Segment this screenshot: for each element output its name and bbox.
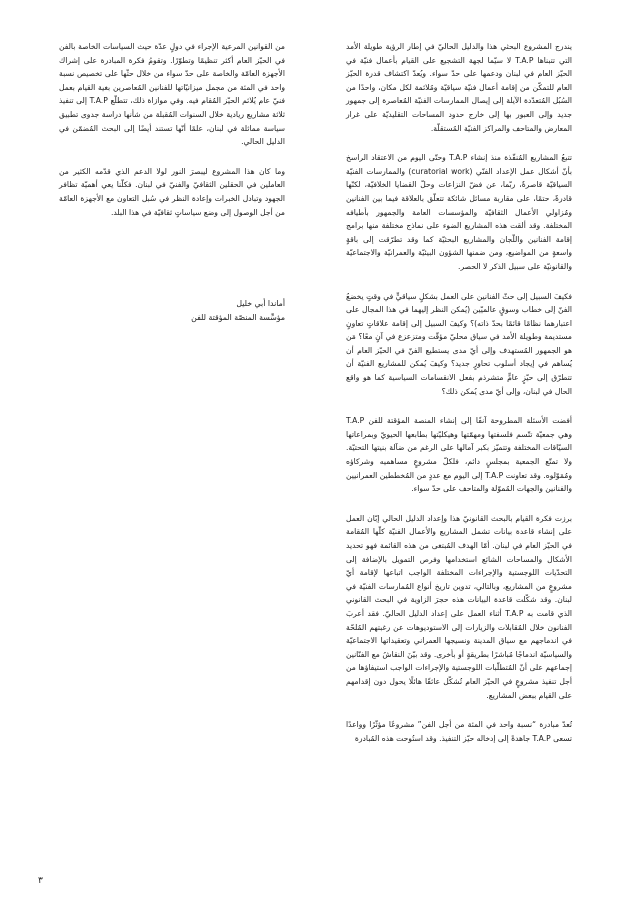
paragraph: من القوانين المرعية الإجراء في دولٍ عدّة حيث السياسات الخاصة بالفن في الحيّز العام أكثر تنظيمًا وتطوّرًا. وتقومُ فكرة المبادرة على إشراك الأجهزة العامّة والخاصة على حدّ سواء من خلال حثّها على تخصيص نسبة واحد في المئة من مجمل ميزانيّاتها للفنانين المُعاصرين بغية القيام بعمل فنيّ عام يُلائم الحيّز المُقام فيه. وفي موازاة ذلك، تتطلّع T.A.P إلى تنفيذ ثلاثة مشاريع ريادية خلال السنوات المُقبلة من شأنها دراسة جدوى تطبيق سياسة مماثلة في لبنان، علمًا أنّها تستند أيضًا إلى البحث المُضمّن في الدليل الحالي.	[59, 42, 285, 147]
signature-block	[59, 297, 285, 325]
paragraph: وما كان هذا المشروع ليبصرَ النور لولا الدعم الذي قدّمه الكثير من العاملين في الحقلين الثقافيّ والفنيّ في لبنان. فكلّنا يعي أهميّة تظافر الجهود وتبادل الخبرات وإعادة النظر في سُبل التعاون مع الأجهزة العامّة من أجل الوصول إلى وضع سياساتٍ ثقافيّة في هذا البلد.	[59, 166, 285, 217]
paragraph: تُعدّ مبادرة “نسبة واحد في المئة من أجل الفن” مشروعًا مؤثّرًا وواعدًا تسعى T.A.P جاهدةً إلى إدخاله حيّز التنفيذ. وقد استُوحت هذه المُبادرة	[346, 720, 572, 743]
right-text-column	[346, 40, 572, 761]
signature-organization: مؤسِّسة المنصّة المؤقتة للفن	[191, 313, 285, 322]
left-text-column	[59, 40, 285, 235]
paragraph: فكيفَ السبيل إلى حثّ الفنانين على العمل بشكلٍ سياقيٍّ في وقتٍ يخضعُ الفنّ إلى خطاب وسوقٍ عالميّين (يُمكن النظر إليهما في هذا المجال على اعتبارهما نظامًا قائمًا بحدّ ذاته)؟ وكيفَ السبيل إلى إقامة علاقاتٍ تعاونٍ مستديمة وطويلة الأمد في سياق محليّ مؤقّت ومتزعزع في آنٍ معًا؟ مَن هو الجمهور المُستهدف وإلى أيّ مدى يستطيع الفنّ في الحيّز العام أن يُساهم في إيجاد أسلوب تحاورٍ جديد؟ وكيفَ يُمكن للمشاريع الفنيّة أن تتطرّق إلى حيّزٍ عامٍّ متشرذم بفعل الانقسامات السياسية كما هو واقع الحال في لبنان، وإلى أيّ مدى يُمكن ذلك؟	[346, 291, 572, 396]
paragraph: تتبعُ المشاريع المُنفّذة منذ إنشاء T.A.P وحتّى اليوم من الاعتقاد الراسخ بأنّ أشكال عمل الإعداد الفنّي (curatorial work) والممارسات الفنيّة السياقيّة قاصرةٌ، ربّما، عن فضّ النزاعات وحلّ القضايا الخلافيّة، لكنّها قادرةٌ، حتمًا، على مقاربة مسائل شائكة تتعلّق بالعلاقة فيما بين الفنانين ومُزاولي الأعمال الثقافيّة والمؤسسات العامة والجمهور بأطيافه المختلفة. وقد ألقت هذه المشاريع الضوء على نماذج مختلفة منها برامج إقامة الفنانين واللّجان والمشاريع البحثيّة كما وقد تطرّقت إلى باقةٍ واسعةٍ من المواضيع، ومن ضمنها الشؤون البيئيّة والعمرانيّة والاجتماعيّة والقانونيّة على سبيل الذكر لا الحصر.	[346, 153, 573, 271]
paragraph: برزت فكرة القيام بالبحث القانونيّ هذا وإعداد الدليل الحالي إبّان العمل على إنشاء قاعدة بيانات تشمل المشاريع والأعمال الفنيّة كلّها المُقامة في الحيّز العام في لبنان. أمّا الهدف المُبتغى من هذه القائمة فهو تحديد الأشكال والمساحات الشائع استخدامها وفرص التمويل بالإضافة إلى التحدّيات اللوجستية والإجراءات المختلفة الواجب اتباعها لإقامة أيّ مشروعٍ من المشاريع، وبالتالي، تدوين تاريخ أنواع المُمارسات الفنيّة في لبنان. وقد شكّلت قاعدة البيانات هذه حجرَ الزاوية في البحث القانوني الذي قامت به T.A.P أثناء العمل على إعداد الدليل الحاليّ. فقد أعربَ الفنانون خلال المُقابلات والزيارات إلى الاستوديوهات عن رغبتهم المُلحّة في اندماجهم مع سياق المدينة ونسيجها العمراني وتعقيداتها الاجتماعيّة والسياسيّة اندماجًا مُباشرًا بطريقةٍ أو بأخرى. وقد بيّنَ النقاشُ مع الفنّانين إجماعهم على أنّ المُتطلّبات اللوجستية والإجراءات الواجب استيفاؤها من أجل تنفيذ مشروعٍ في الحيّز العام تُشكّل عائقًا هائلًا يحول دون إقدامهم على القيام ببعض المشاريع.	[346, 513, 572, 700]
paragraph: أفضت الأسئلة المطروحة آنفًا إلى إنشاء المنصة المؤقتة للفن T.A.P وهي جمعيّة تتّسم فلسفتها ومهمّتها وهيكليّتها بطابعها الحيويّ وبمراعاتها السيّاقات المختلفة وتتميّز بكبر آمالها على الرغم من ضآلة بنيتها التحتيّة. ولا تمتّع الجمعية بمجلسٍ دائم، فلكلّ مشروعٍ مساهميه وشركاؤه ومُمَوّلوه. وقد تعاونت T.A.P إلى اليوم مع عددٍ من المُخططين العمرانيين والفنانين والجهات المُموّلة والمتاحف على حدّ سواء.	[346, 416, 572, 494]
signature-name: أماندا أبي خليل	[236, 299, 285, 308]
paragraph: يندرج المشروع البحثي هذا والدليل الحاليّ في إطار الرؤية طويلة الأمد التي تتبناها T.A.P لا سيّما لجهة التشجيع على القيام بأعمال فنيّة في الحيّز العام في لبنان ودعمها على حدّ سواء. ويُعدّ اكتشاف قدرة الحيّز العام للتمكّن من إقامة أعمال فنيّة سياقيّة ومُلائمة لكل مكان، واحدًا من السُبُل المُتعدّدة الآيلة إلى إيصال الممارسات الفنيّة المُعاصرة إلى جمهور جديد وإلى العبور بها إلى خارج حدود المساحات التقليديّة على غرار المعارض والمتاحف والمراكز الفنيّة المُستقلّة.	[346, 42, 573, 133]
page-number: ٣	[38, 876, 43, 886]
